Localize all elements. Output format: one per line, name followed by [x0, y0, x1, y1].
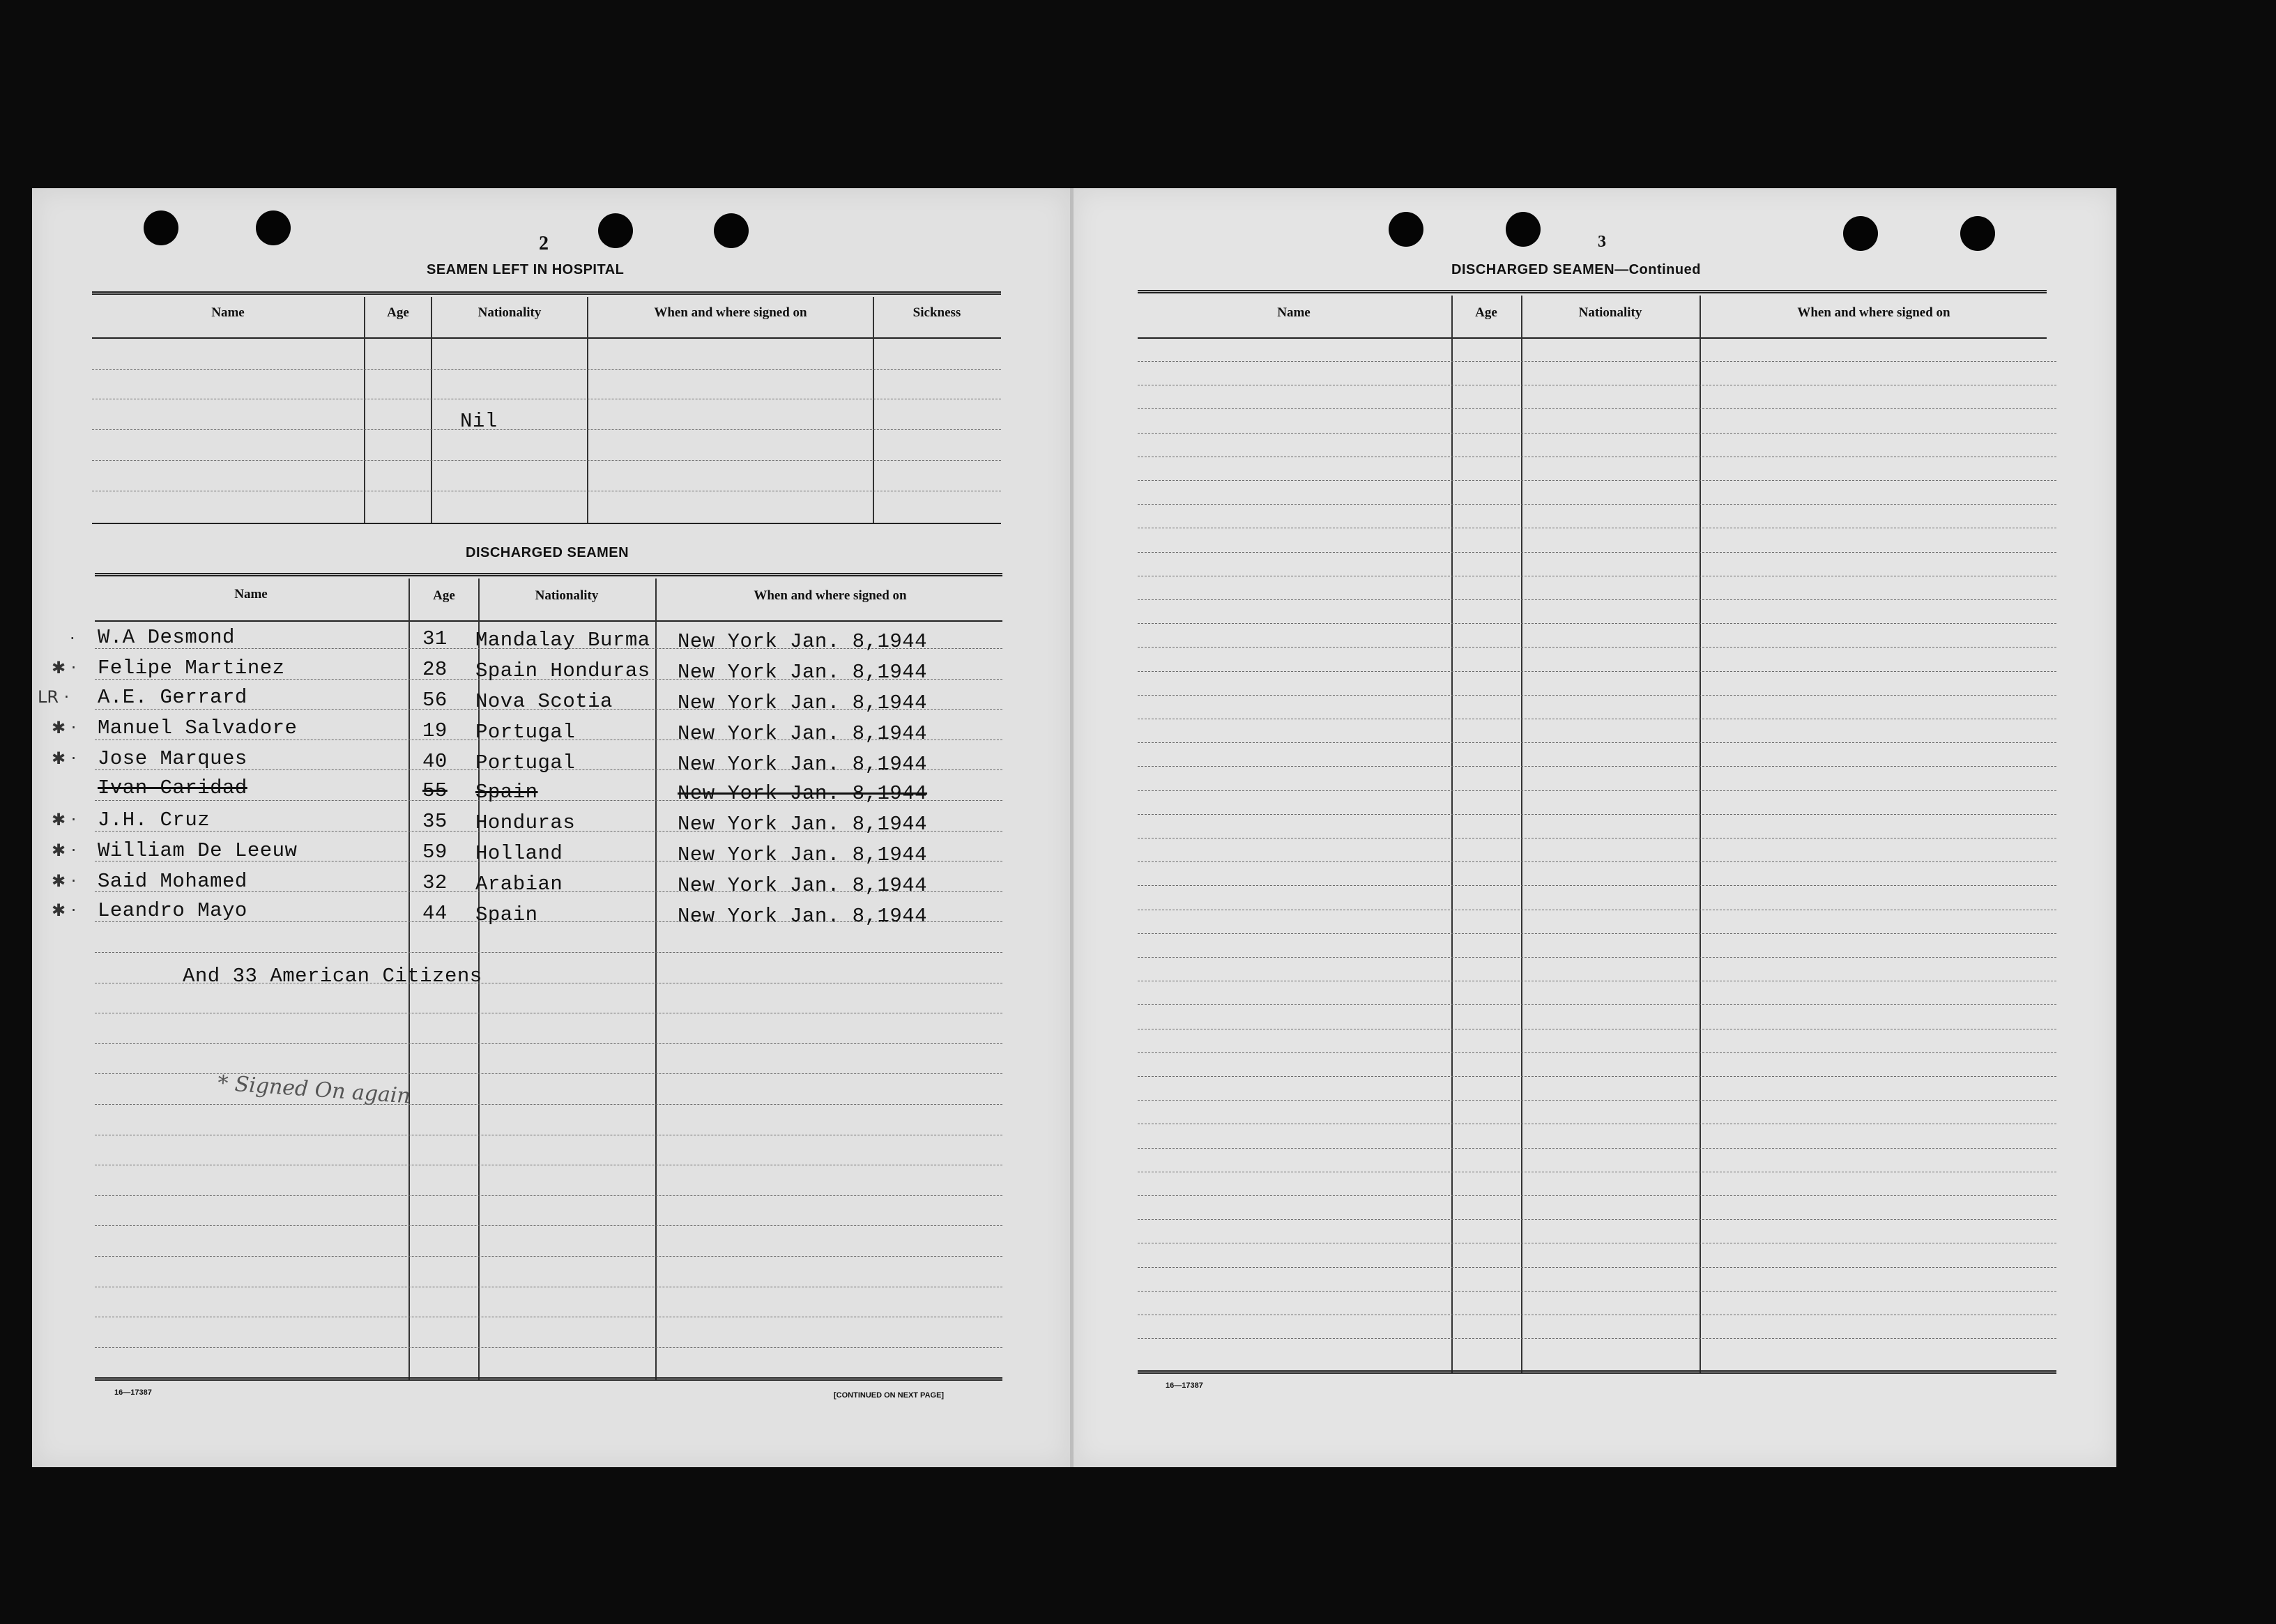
- seaman-signed-on: New York Jan. 8,1944: [678, 905, 928, 928]
- seaman-signed-on: New York Jan. 8,1944: [678, 722, 928, 745]
- seaman-name: J.H. Cruz: [98, 809, 211, 832]
- seaman-nationality: Spain: [475, 903, 538, 926]
- row-margin-mark: ✱ ·: [52, 658, 77, 677]
- row-rule: [1138, 599, 2056, 600]
- row-rule: [1138, 1100, 2056, 1101]
- row-rule: [95, 1256, 1002, 1257]
- row-rule: [1138, 1338, 2056, 1339]
- binder-hole-5: [1389, 212, 1423, 247]
- right-col-age: Age: [1475, 305, 1497, 320]
- row-rule: [1138, 1076, 2056, 1077]
- row-margin-mark: ✱ ·: [52, 871, 77, 891]
- hospital-col-name: Name: [211, 305, 245, 320]
- row-rule: [1138, 790, 2056, 791]
- binder-hole-6: [1506, 212, 1541, 247]
- hospital-table-bottom-rule: [92, 523, 1001, 524]
- seaman-nationality: Spain Honduras: [475, 659, 650, 682]
- handwritten-note: * Signed On again: [217, 1071, 411, 1109]
- row-rule: [1138, 408, 2056, 409]
- table-bottom-rule: [95, 1377, 1002, 1381]
- seaman-signed-on: New York Jan. 8,1944: [678, 782, 928, 805]
- seaman-name: Ivan Caridad: [98, 776, 247, 799]
- hospital-col-age: Age: [387, 305, 409, 320]
- discharged-col-signed-on: When and where signed on: [754, 588, 907, 603]
- row-margin-mark: ✱ ·: [52, 841, 77, 860]
- right-col-name: Name: [1277, 305, 1311, 320]
- seaman-age: 28: [422, 658, 448, 681]
- row-rule: [95, 1043, 1002, 1044]
- american-citizens-summary: And 33 American Citizens: [183, 965, 482, 988]
- row-rule: [1138, 861, 2056, 862]
- right-section-title: DISCHARGED SEAMEN—Continued: [1451, 262, 1701, 277]
- seaman-name: A.E. Gerrard: [98, 686, 247, 709]
- hospital-header-rule: [92, 337, 1001, 339]
- left-footer-continued: [CONTINUED ON NEXT PAGE]: [834, 1391, 945, 1400]
- row-rule: [1138, 552, 2056, 553]
- row-rule: [1138, 1195, 2056, 1196]
- row-rule: [95, 1195, 1002, 1196]
- seaman-nationality: Portugal: [475, 751, 576, 774]
- right-vline-1: [1451, 296, 1453, 1373]
- right-col-signed-on: When and where signed on: [1797, 305, 1950, 320]
- left-page-number: 2: [539, 233, 549, 254]
- seaman-age: 19: [422, 719, 448, 742]
- seaman-name: W.A Desmond: [98, 626, 235, 649]
- discharged-header-rule: [95, 620, 1002, 622]
- row-rule: [1138, 433, 2056, 434]
- row-rule: [1138, 1148, 2056, 1149]
- row-rule: [1138, 1004, 2056, 1005]
- hospital-col-signed-on: When and where signed on: [654, 305, 807, 320]
- hospital-row-rule: [92, 369, 1001, 370]
- row-rule: [1138, 766, 2056, 767]
- right-table-top-rule: [1138, 290, 2047, 293]
- row-margin-mark: ✱ ·: [52, 810, 77, 829]
- seaman-signed-on: New York Jan. 8,1944: [678, 661, 928, 684]
- row-margin-mark: ✱ ·: [52, 901, 77, 920]
- discharged-section-title: DISCHARGED SEAMEN: [466, 545, 629, 560]
- seaman-nationality: Mandalay Burma: [475, 629, 650, 652]
- row-rule: [95, 1347, 1002, 1348]
- row-rule: [1138, 1052, 2056, 1053]
- seaman-age: 55: [422, 779, 448, 802]
- binder-hole-7: [1843, 216, 1878, 251]
- seaman-name: Said Mohamed: [98, 870, 247, 893]
- seaman-name: Felipe Martinez: [98, 657, 285, 680]
- row-rule: [1138, 671, 2056, 672]
- row-rule: [1138, 933, 2056, 934]
- seaman-name: William De Leeuw: [98, 839, 298, 862]
- hospital-section-title: SEAMEN LEFT IN HOSPITAL: [427, 262, 625, 277]
- hospital-row-rule: [92, 460, 1001, 461]
- hospital-table-top-rule: [92, 291, 1001, 295]
- row-rule: [1138, 1267, 2056, 1268]
- seaman-signed-on: New York Jan. 8,1944: [678, 753, 928, 776]
- row-rule: [1138, 1291, 2056, 1292]
- seaman-name: Jose Marques: [98, 747, 247, 770]
- seaman-signed-on: New York Jan. 8,1944: [678, 813, 928, 836]
- discharged-vline-3: [655, 579, 657, 1380]
- binder-hole-8: [1960, 216, 1995, 251]
- row-rule: [95, 1225, 1002, 1226]
- seaman-name: Leandro Mayo: [98, 899, 247, 922]
- seaman-nationality: Honduras: [475, 811, 576, 834]
- row-rule: [1138, 647, 2056, 648]
- binder-hole-1: [144, 210, 178, 245]
- binder-hole-3: [598, 213, 633, 248]
- row-margin-mark: ✱ ·: [52, 718, 77, 737]
- row-rule: [1138, 504, 2056, 505]
- right-page: [1074, 188, 2116, 1467]
- discharged-table-top-rule: [95, 573, 1002, 576]
- right-page-number: 3: [1598, 233, 1606, 251]
- seaman-age: 56: [422, 689, 448, 712]
- seaman-age: 59: [422, 841, 448, 864]
- row-margin-mark: ✱ ·: [52, 749, 77, 768]
- right-footer-form-number: 16—17387: [1166, 1381, 1203, 1390]
- seaman-age: 32: [422, 871, 448, 894]
- seaman-nationality: Holland: [475, 842, 563, 865]
- right-vline-3: [1700, 296, 1701, 1373]
- seaman-age: 35: [422, 810, 448, 833]
- row-rule: [1138, 742, 2056, 743]
- table-bottom-rule: [1138, 1370, 2056, 1374]
- seaman-age: 31: [422, 627, 448, 650]
- hospital-nil-entry: Nil: [460, 410, 498, 433]
- seaman-age: 40: [422, 750, 448, 773]
- row-rule: [95, 1104, 1002, 1105]
- seaman-age: 44: [422, 902, 448, 925]
- seaman-signed-on: New York Jan. 8,1944: [678, 874, 928, 897]
- discharged-col-name: Name: [234, 587, 268, 602]
- row-rule: [95, 952, 1002, 953]
- seaman-nationality: Arabian: [475, 873, 563, 896]
- seaman-nationality: Spain: [475, 781, 538, 804]
- seaman-signed-on: New York Jan. 8,1944: [678, 843, 928, 866]
- right-col-nationality: Nationality: [1578, 305, 1642, 320]
- seaman-nationality: Portugal: [475, 721, 576, 744]
- row-margin-mark: ·: [70, 629, 75, 648]
- right-vline-2: [1521, 296, 1522, 1373]
- row-rule: [1138, 361, 2056, 362]
- row-rule: [1138, 623, 2056, 624]
- seaman-nationality: Nova Scotia: [475, 690, 613, 713]
- row-margin-mark: LR ·: [38, 687, 70, 707]
- seaman-signed-on: New York Jan. 8,1944: [678, 691, 928, 714]
- row-rule: [1138, 1219, 2056, 1220]
- row-rule: [1138, 885, 2056, 886]
- hospital-col-sickness: Sickness: [912, 305, 961, 320]
- row-rule: [1138, 814, 2056, 815]
- row-rule: [1138, 480, 2056, 481]
- binder-hole-4: [714, 213, 749, 248]
- binder-hole-2: [256, 210, 291, 245]
- discharged-col-nationality: Nationality: [535, 588, 599, 603]
- hospital-col-nationality: Nationality: [478, 305, 542, 320]
- left-footer-form-number: 16—17387: [114, 1388, 152, 1397]
- row-rule: [1138, 957, 2056, 958]
- hospital-row-rule: [92, 429, 1001, 430]
- seaman-signed-on: New York Jan. 8,1944: [678, 630, 928, 653]
- seaman-name: Manuel Salvadore: [98, 717, 298, 740]
- discharged-col-age: Age: [433, 588, 455, 603]
- row-rule: [1138, 695, 2056, 696]
- right-header-rule: [1138, 337, 2047, 339]
